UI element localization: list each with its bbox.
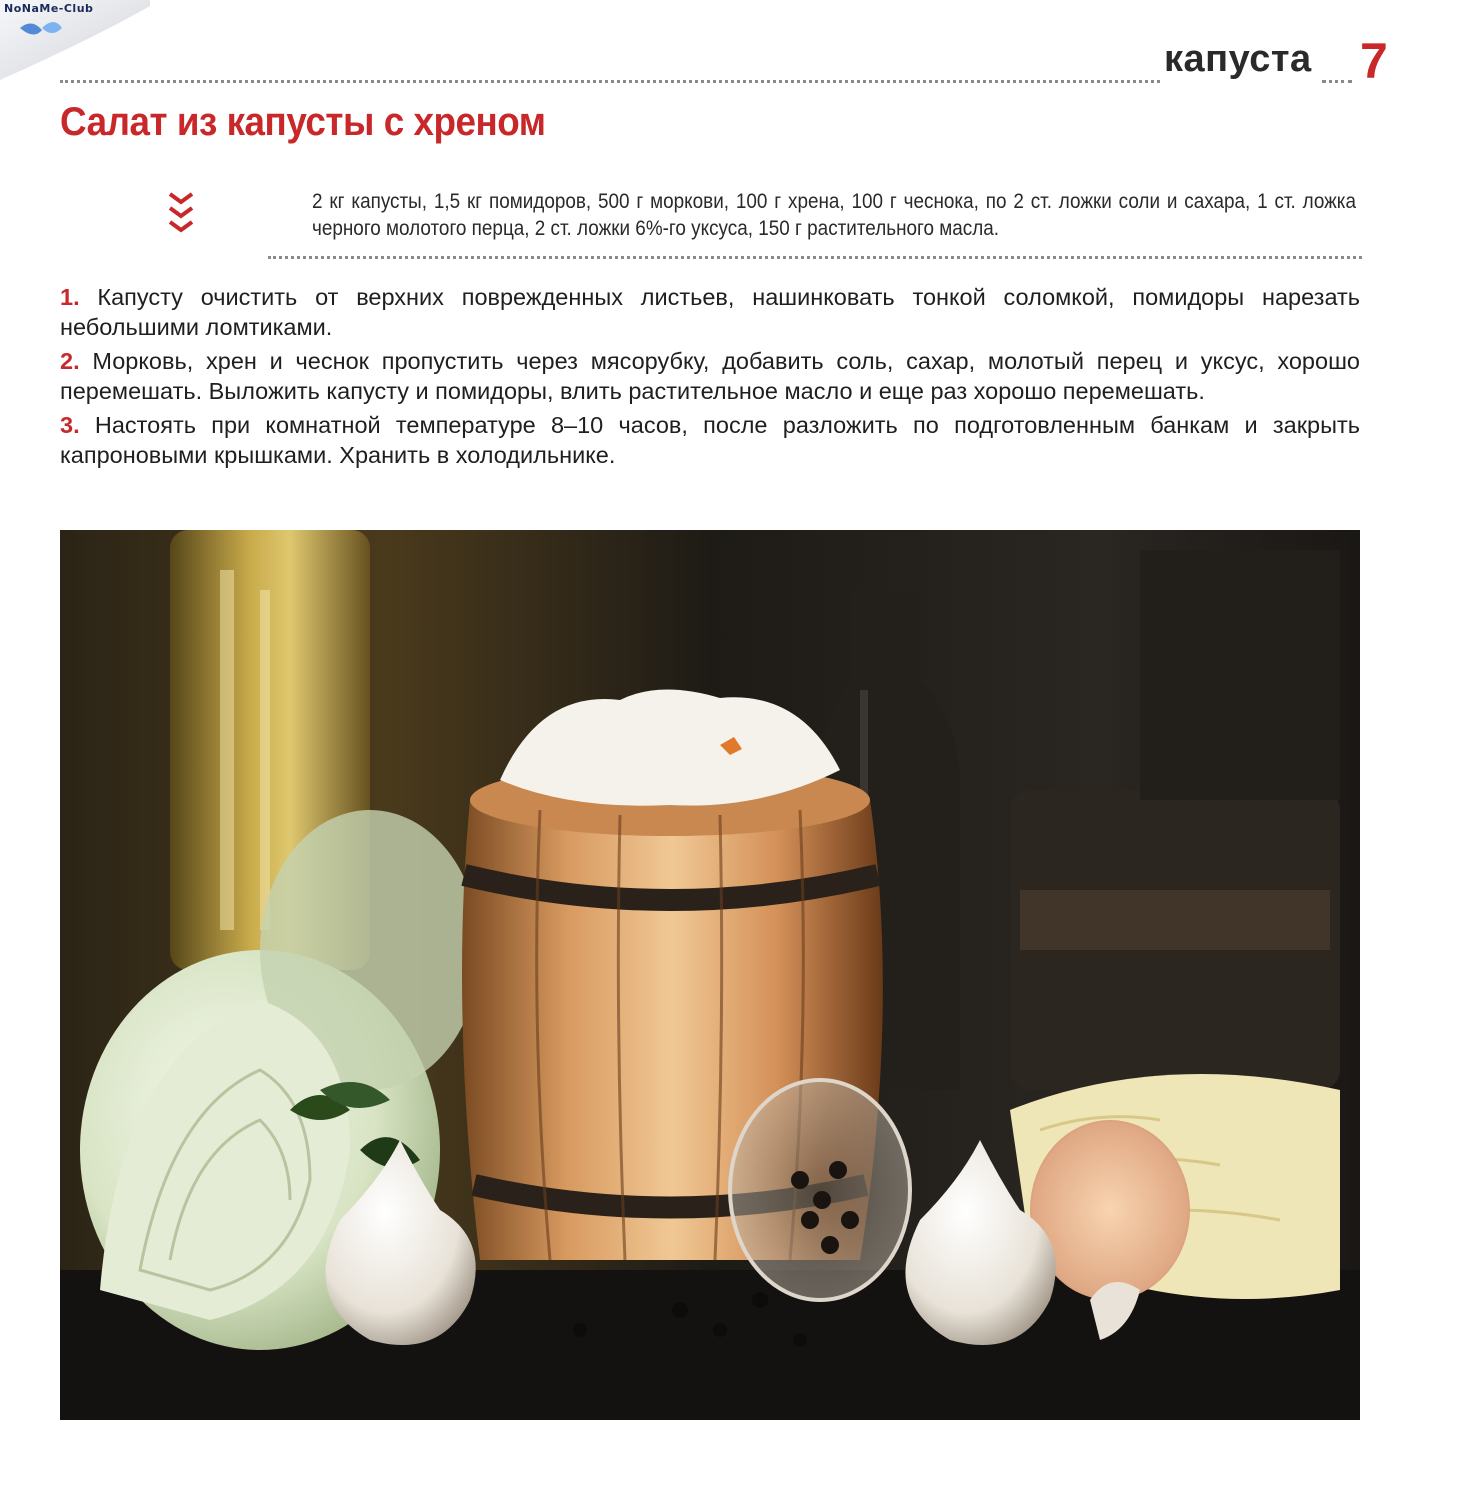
recipe-photo — [60, 530, 1360, 1420]
watermark-label: NoNaMe-Club — [4, 2, 94, 15]
recipe-steps — [60, 282, 1360, 474]
step-text: Капусту очистить от верхних поврежденных листьев, нашинковать тонкой соломкой, помидоры нарезать небольшими ломтиками. — [60, 284, 1361, 340]
header-divider-right — [1322, 80, 1352, 83]
page-header — [60, 33, 1400, 98]
step-text: Морковь, хрен и чеснок пропустить через мясорубку, добавить соль, сахар, молотый перец и уксус, хорошо перемешать. Выложить капусту и помидоры, влить растительное масло и еще раз хорошо перемешать. — [60, 348, 1360, 404]
page-number: 7 — [1360, 33, 1388, 89]
step-number: 2. — [60, 348, 80, 374]
header-divider — [60, 80, 1160, 83]
ingredients-divider — [268, 256, 1362, 259]
step-number: 1. — [60, 284, 80, 310]
chevron-down-icon — [168, 192, 194, 238]
step-1 — [60, 282, 1360, 342]
sauerkraut-barrel-illustration — [60, 530, 1360, 1420]
ingredients-list: 2 кг капусты, 1,5 кг помидоров, 500 г моркови, 100 г хрена, 100 г чеснока, по 2 ст. ложки соли и сахара, 1 ст. ложка черного молотого перца, 2 ст. ложки 6%-го уксуса, 150 г растительного масла. — [312, 190, 1356, 240]
step-text: Настоять при комнатной температуре 8–10 часов, после разложить по подготовленным банкам и закрыть капроновыми крышками. Хранить в холодильнике. — [60, 412, 1360, 468]
recipe-title: Салат из капусты с хреном — [60, 100, 546, 144]
step-3 — [60, 410, 1360, 470]
step-number: 3. — [60, 412, 80, 438]
section-name: капуста — [1164, 38, 1312, 80]
step-2 — [60, 346, 1360, 406]
